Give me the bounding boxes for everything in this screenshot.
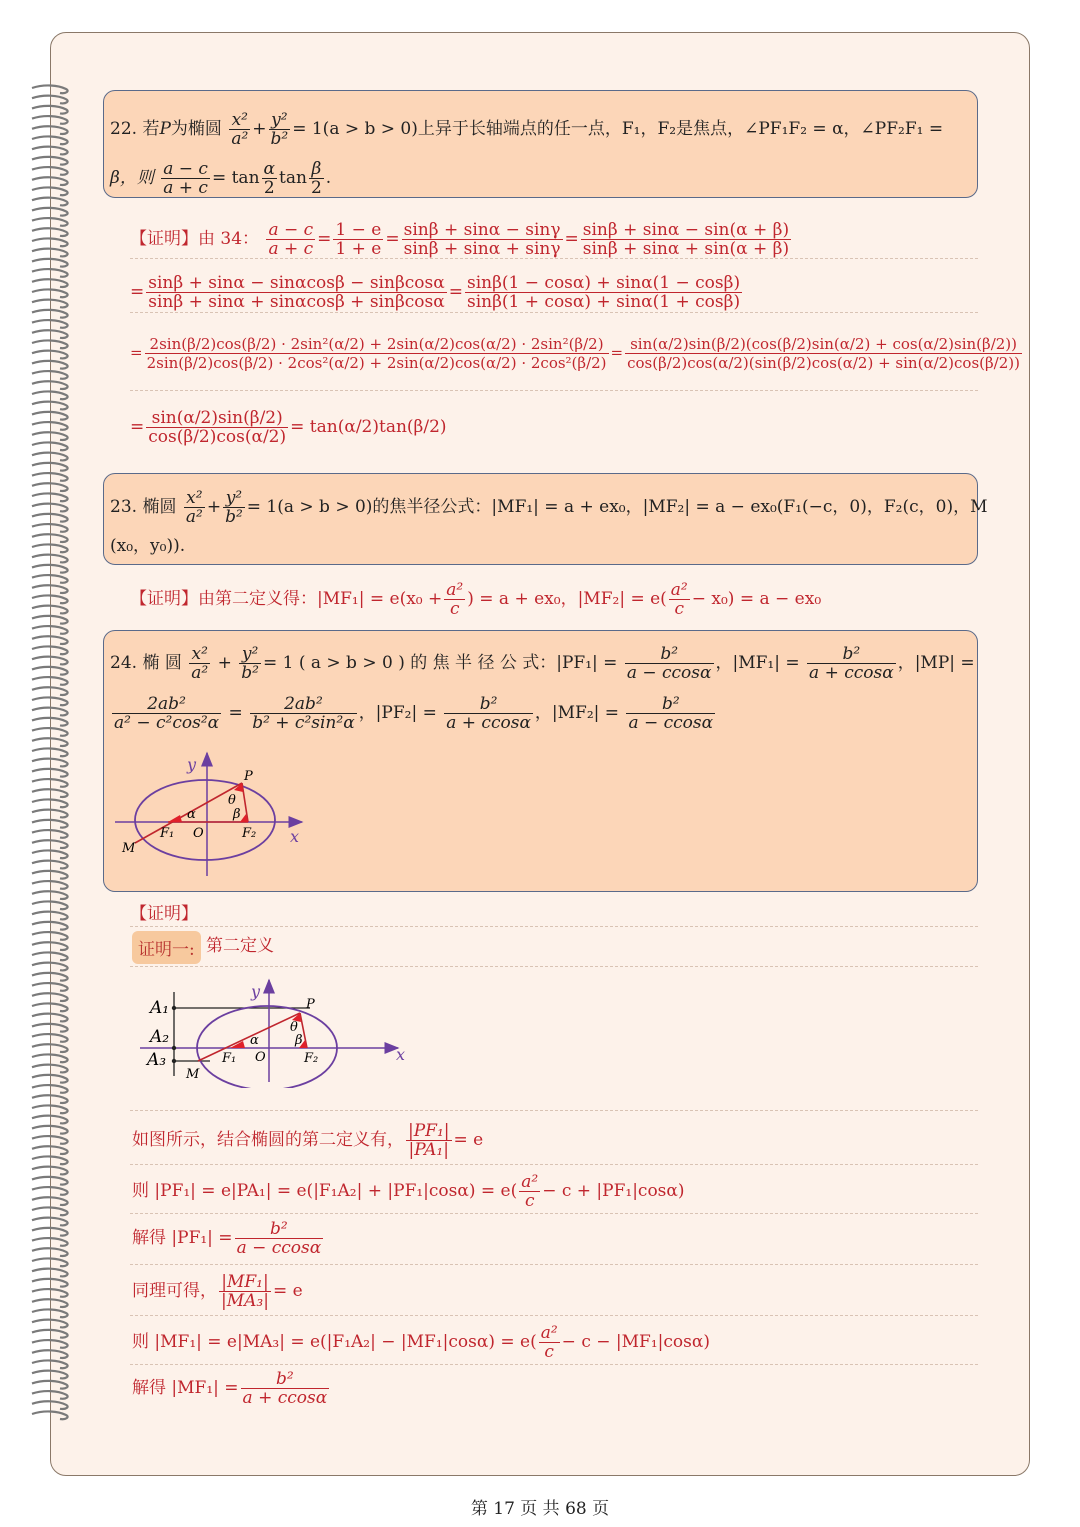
binding-ring (32, 300, 68, 308)
binding-ring (32, 412, 68, 420)
point-a1 (172, 1006, 176, 1010)
binding-ring (32, 646, 68, 654)
y-label: y (251, 982, 261, 1001)
binding-ring (32, 259, 68, 267)
binding-ring (32, 718, 68, 726)
separator (130, 1110, 978, 1111)
separator (130, 1264, 978, 1265)
binding-ring (32, 126, 68, 134)
theorem-24-line1: 24. 椭 圆 $\frac{\text{x²}}{\text{a²}}$ + $\frac{\text{y²}}{\text{b²}}$ = 1 ( a > b > 0 ) 的 焦 半 径 公 式：|PF₁| = $\frac{\text{b²}}{a - ccos\alpha}$ ，|MF₁| = $\frac{\text{b²}}{a + ccos\alpha}$ ，|MP| = (110, 644, 975, 683)
binding-ring (32, 381, 68, 389)
binding-ring (32, 391, 68, 399)
binding-ring (32, 96, 68, 104)
proof-24-label: 【证明】 (130, 904, 198, 924)
step-3: 解得 |PF₁| = $\frac{\text{b²}}{a - ccos\alpha}$ (132, 1219, 322, 1258)
binding-ring (32, 1044, 68, 1052)
ellipse (197, 1006, 337, 1088)
binding-ring (32, 340, 68, 348)
binding-ring (32, 891, 68, 899)
binding-ring (32, 1350, 68, 1358)
binding-ring (32, 544, 68, 552)
binding-ring (32, 289, 68, 297)
binding-ring (32, 932, 68, 940)
separator (130, 312, 978, 313)
ellipse-figure-2 (140, 978, 415, 1088)
binding-ring (32, 1381, 68, 1389)
binding-ring (32, 1065, 68, 1073)
binding-ring (32, 1238, 68, 1246)
binding-ring (32, 728, 68, 736)
binding-ring (32, 708, 68, 716)
proof-22-row1: 【证明】由 34： $\frac{a - c}{a + c}$ = $\frac{1 - e}{1 + e}$ = $\frac{\sin\beta + \sin\alpha - \sin\gamma}{\sin\beta + \sin\alpha + \sin\gamma}$ = $\frac{\sin\beta + \sin\alpha - \sin(\alpha + \beta)}{\sin\beta + \sin\alpha + \sin(\alpha + \beta)}$ (130, 220, 790, 259)
separator (130, 1213, 978, 1214)
binding-ring (32, 748, 68, 756)
y-label: y (187, 755, 197, 774)
step-6: 解得 |MF₁| = $\frac{\text{b²}}{a + ccos\alpha}$ (132, 1369, 328, 1408)
f2-label: F₂ (242, 826, 257, 841)
binding-ring (32, 799, 68, 807)
binding-ring (32, 208, 68, 216)
binding-ring (32, 1371, 68, 1379)
binding-ring (32, 810, 68, 818)
a1-label: A₁ (150, 998, 170, 1018)
theta-label: θ (228, 793, 236, 808)
p-label: P (244, 769, 253, 784)
beta-label: β (295, 1033, 303, 1048)
o-label: O (255, 1050, 266, 1065)
binding-ring (32, 1391, 68, 1399)
binding-ring (32, 657, 68, 665)
separator (130, 258, 978, 259)
separator (130, 1315, 978, 1316)
binding-ring (32, 402, 68, 410)
binding-ring (32, 473, 68, 481)
binding-ring (32, 198, 68, 206)
binding-ring (32, 1054, 68, 1062)
binding-ring (32, 371, 68, 379)
binding-ring (32, 1146, 68, 1154)
binding-ring (32, 1248, 68, 1256)
m-label: M (122, 841, 136, 856)
binding-ring (32, 106, 68, 114)
a2-label: A₂ (150, 1027, 170, 1047)
o-label: O (193, 826, 204, 841)
x-label: x (396, 1045, 406, 1064)
binding-ring (32, 1340, 68, 1348)
binding-ring (32, 1218, 68, 1226)
binding-ring (32, 1034, 68, 1042)
binding-ring (32, 1279, 68, 1287)
alpha-label: α (250, 1033, 259, 1048)
proof-23: 【证明】由第二定义得：|MF₁| = e(x₀ + $\frac{\text{a²}}{c}$ ) = a + ex₀，|MF₂| = e( $\frac{\text{a²}}{c}$ − x₀) = a − ex₀ (130, 580, 822, 619)
ellipse-figure-1 (110, 748, 320, 883)
theorem-23-line1: 23. 椭圆 $\frac{\text{x²}}{\text{a²}}$ + $\frac{\text{y²}}{\text{b²}}$ = 1(a > b > 0)的焦半径公式：|MF₁| = a + ex₀，|MF₂| = a − ex₀(F₁(−c，0)，F₂(c，0)，M (110, 488, 988, 527)
binding-ring (32, 238, 68, 246)
step-5: 则 |MF₁| = e|MA₃| = e(|F₁A₂| − |MF₁|cosα) = e( $\frac{\text{a²}}{c}$ − c − |MF₁|cosα) (132, 1323, 710, 1362)
binding-ring (32, 320, 68, 328)
binding-ring (32, 1299, 68, 1307)
binding-ring (32, 1116, 68, 1124)
binding-ring (32, 687, 68, 695)
binding-ring (32, 310, 68, 318)
binding-ring (32, 1126, 68, 1134)
binding-ring (32, 912, 68, 920)
binding-ring (32, 840, 68, 848)
binding-ring (32, 901, 68, 909)
binding-ring (32, 606, 68, 614)
proof-method-title: 第二定义 (206, 936, 274, 956)
theorem-24-line2: $\frac{\text{2ab²}}{\text{a² − c²cos²α}}$ = $\frac{\text{2ab²}}{\text{b² + c²sin²α}}$ ，|PF₂| = $\frac{\text{b²}}{a + ccos\alpha}$ ，|MF₂| = $\frac{\text{b²}}{a - ccos\alpha}$ (114, 694, 714, 733)
binding-ring (32, 1320, 68, 1328)
p-label: P (306, 997, 315, 1012)
point-a3 (172, 1059, 176, 1063)
binding-ring (32, 483, 68, 491)
step-2: 则 |PF₁| = e|PA₁| = e(|F₁A₂| + |PF₁|cosα) = e( $\frac{\text{a²}}{c}$ − c + |PF₁|cosα) (132, 1172, 685, 1211)
step-1: 如图所示，结合椭圆的第二定义有， $\frac{\text{|PF₁|}}{\text{|PA₁|}}$ = e (132, 1121, 484, 1160)
page-footer: 第 17 页 共 68 页 (470, 1499, 610, 1519)
binding-ring (32, 330, 68, 338)
binding-ring (32, 116, 68, 124)
proof-22-row2: = $\frac{\sin\beta + \sin\alpha - \sin\alpha\cos\beta - \sin\beta\cos\alpha}{\sin\beta + \sin\alpha + \sin\alpha\cos\beta + \sin\beta\cos\alpha}$ = $\frac{\sin\beta(1 - \cos\alpha) + \sin\alpha(1 - \cos\beta)}{\sin\beta(1 + \cos\alpha) + \sin\alpha(1 + \cos\beta)}$ (130, 273, 741, 312)
binding-ring (32, 1330, 68, 1338)
binding-ring (32, 667, 68, 675)
binding-ring (32, 249, 68, 257)
binding-ring (32, 973, 68, 981)
binding-ring (32, 228, 68, 236)
binding-ring (32, 279, 68, 287)
binding-ring (32, 493, 68, 501)
binding-ring (32, 769, 68, 777)
binding-ring (32, 779, 68, 787)
binding-ring (32, 524, 68, 532)
binding-ring (32, 1187, 68, 1195)
binding-ring (32, 453, 68, 461)
f1-label: F₁ (160, 826, 175, 841)
binding-ring (32, 1003, 68, 1011)
binding-ring (32, 1156, 68, 1164)
binding-ring (32, 983, 68, 991)
binding-ring (32, 504, 68, 512)
binding-ring (32, 136, 68, 144)
binding-ring (32, 1105, 68, 1113)
theorem-23-line2: (x₀，y₀)). (110, 536, 186, 556)
binding-ring (32, 952, 68, 960)
separator (130, 1164, 978, 1165)
binding-ring (32, 1177, 68, 1185)
binding-ring (32, 1197, 68, 1205)
step-4: 同理可得， $\frac{\text{|MF₁|}}{\text{|MA₃|}}$ = e (132, 1272, 303, 1311)
spiral-binding (30, 84, 74, 1424)
binding-ring (32, 1401, 68, 1409)
binding-ring (32, 85, 68, 93)
binding-ring (32, 820, 68, 828)
point-a2 (172, 1046, 176, 1050)
binding-ring (32, 1411, 68, 1419)
binding-ring (32, 442, 68, 450)
binding-ring (32, 677, 68, 685)
proof-method-badge: 证明一: (132, 931, 201, 964)
alpha-label: α (187, 807, 196, 822)
binding-ring (32, 1014, 68, 1022)
binding-ring (32, 789, 68, 797)
binding-ring (32, 269, 68, 277)
binding-ring (32, 881, 68, 889)
binding-ring (32, 1136, 68, 1144)
binding-ring (32, 636, 68, 644)
binding-ring (32, 616, 68, 624)
binding-ring (32, 432, 68, 440)
binding-ring (32, 1085, 68, 1093)
binding-ring (32, 534, 68, 542)
beta-label: β (233, 807, 241, 822)
binding-ring (32, 177, 68, 185)
binding-ring (32, 422, 68, 430)
binding-ring (32, 1075, 68, 1083)
binding-ring (32, 1167, 68, 1175)
binding-ring (32, 942, 68, 950)
separator (130, 390, 978, 391)
binding-ring (32, 850, 68, 858)
separator (130, 1364, 978, 1365)
f2-label: F₂ (304, 1051, 319, 1066)
binding-ring (32, 861, 68, 869)
binding-ring (32, 1309, 68, 1317)
theorem-22-line2: β，则 $\frac{a - c}{a + c}$ = tan $\frac{\alpha}{2}$ tan $\frac{\beta}{2}$ . (110, 159, 332, 198)
binding-ring (32, 555, 68, 563)
proof-22-row3: = 2sin(β/2)cos(β/2) · 2sin²(α/2) + 2sin(α/2)cos(α/2) · 2sin²(β/2) 2sin(β/2)cos(β/2) · 2cos²(α/2) + 2sin(α/2)cos(α/2) · 2cos²(β/2) = $\frac{\sin(\alpha/2)\sin(\beta/2)(\cos(\beta/2)\sin(\alpha/2) + \cos(\alpha/2)\sin(\beta/2))}{\cos(\beta/2)\cos(\alpha/2)(\sin(\beta/2)\cos(\alpha/2) + \sin(\alpha/2)\cos(\beta/2))}$ (130, 335, 1020, 372)
binding-ring (32, 697, 68, 705)
theta-label: θ (290, 1020, 298, 1035)
binding-ring (32, 1024, 68, 1032)
binding-ring (32, 147, 68, 155)
binding-ring (32, 218, 68, 226)
binding-ring (32, 1360, 68, 1368)
binding-ring (32, 585, 68, 593)
binding-ring (32, 1289, 68, 1297)
binding-ring (32, 759, 68, 767)
binding-ring (32, 565, 68, 573)
binding-ring (32, 963, 68, 971)
binding-ring (32, 351, 68, 359)
binding-ring (32, 514, 68, 522)
binding-ring (32, 993, 68, 1001)
a3-label: A₃ (147, 1050, 167, 1070)
binding-ring (32, 830, 68, 838)
binding-ring (32, 871, 68, 879)
separator (130, 966, 978, 967)
binding-ring (32, 157, 68, 165)
theorem-22-line1: 22. 若P为椭圆 $\frac{\text{x²}}{\text{a²}}$ + $\frac{\text{y²}}{\text{b²}}$ = 1(a > b > 0)上异于长轴端点的任一点，F₁，F₂是焦点，∠PF₁F₂ = α，∠PF₂F₁ = (110, 110, 944, 149)
binding-ring (32, 361, 68, 369)
binding-ring (32, 922, 68, 930)
binding-ring (32, 463, 68, 471)
x-label: x (290, 827, 300, 846)
binding-ring (32, 595, 68, 603)
binding-ring (32, 626, 68, 634)
ellipse (135, 780, 275, 860)
binding-ring (32, 1095, 68, 1103)
binding-ring (32, 167, 68, 175)
binding-ring (32, 738, 68, 746)
binding-ring (32, 1207, 68, 1215)
proof-22-row4: = $\frac{\sin(\alpha/2)\sin(\beta/2)}{\cos(\beta/2)\cos(\alpha/2)}$ = tan(α/2)tan(β/2) (130, 408, 447, 447)
angle-alpha-marker (168, 815, 182, 822)
binding-ring (32, 1228, 68, 1236)
separator (130, 926, 978, 927)
f1-label: F₁ (222, 1051, 237, 1066)
binding-ring (32, 1258, 68, 1266)
binding-ring (32, 575, 68, 583)
binding-ring (32, 187, 68, 195)
binding-ring (32, 1269, 68, 1277)
m-label: M (186, 1067, 200, 1082)
